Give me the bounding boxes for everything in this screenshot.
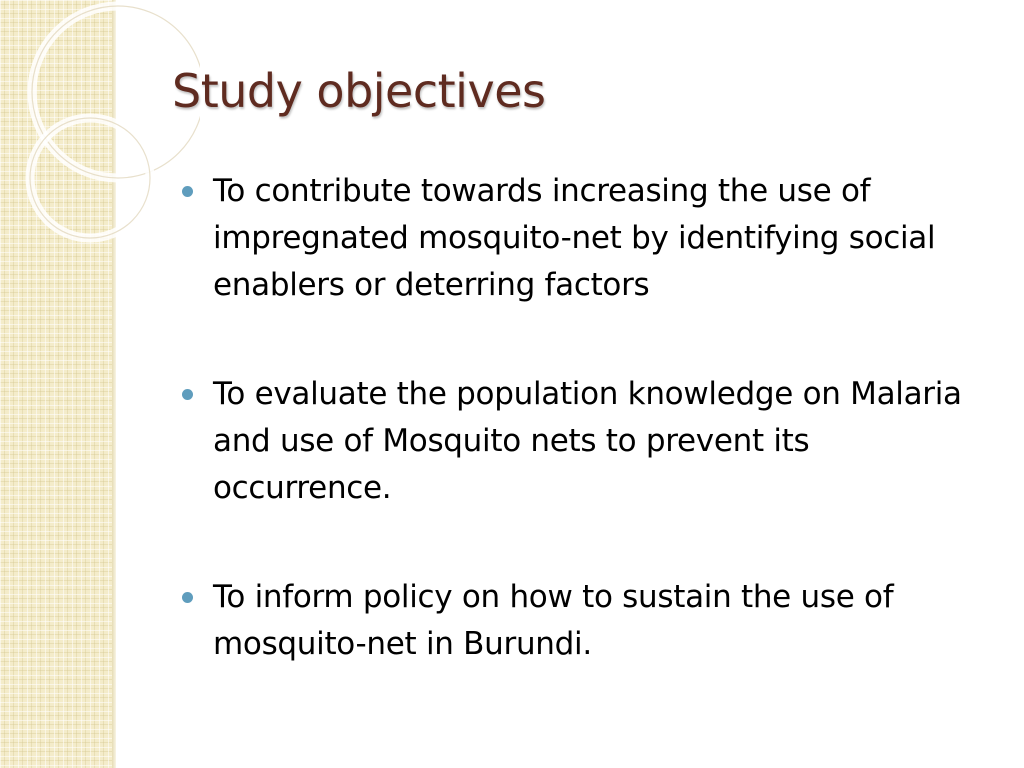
bullet-dot-icon <box>182 186 193 197</box>
bullet-dot-icon <box>182 389 193 400</box>
objective-text: To evaluate the population knowledge on Malaria and use of Mosquito nets to prevent its occurrence. <box>213 376 962 506</box>
bullet-dot-icon <box>182 592 193 603</box>
objective-item <box>178 574 988 668</box>
objective-item <box>178 168 988 309</box>
objective-text: To contribute towards increasing the use of impregnated mosquito-net by identifying social enablers or deterring factors <box>213 173 936 303</box>
objectives-list <box>178 168 988 668</box>
objective-item <box>178 371 988 512</box>
decorative-rings-icon <box>0 0 200 260</box>
slide-title: Study objectives <box>172 64 546 118</box>
objective-text: To inform policy on how to sustain the use of mosquito-net in Burundi. <box>213 579 894 662</box>
